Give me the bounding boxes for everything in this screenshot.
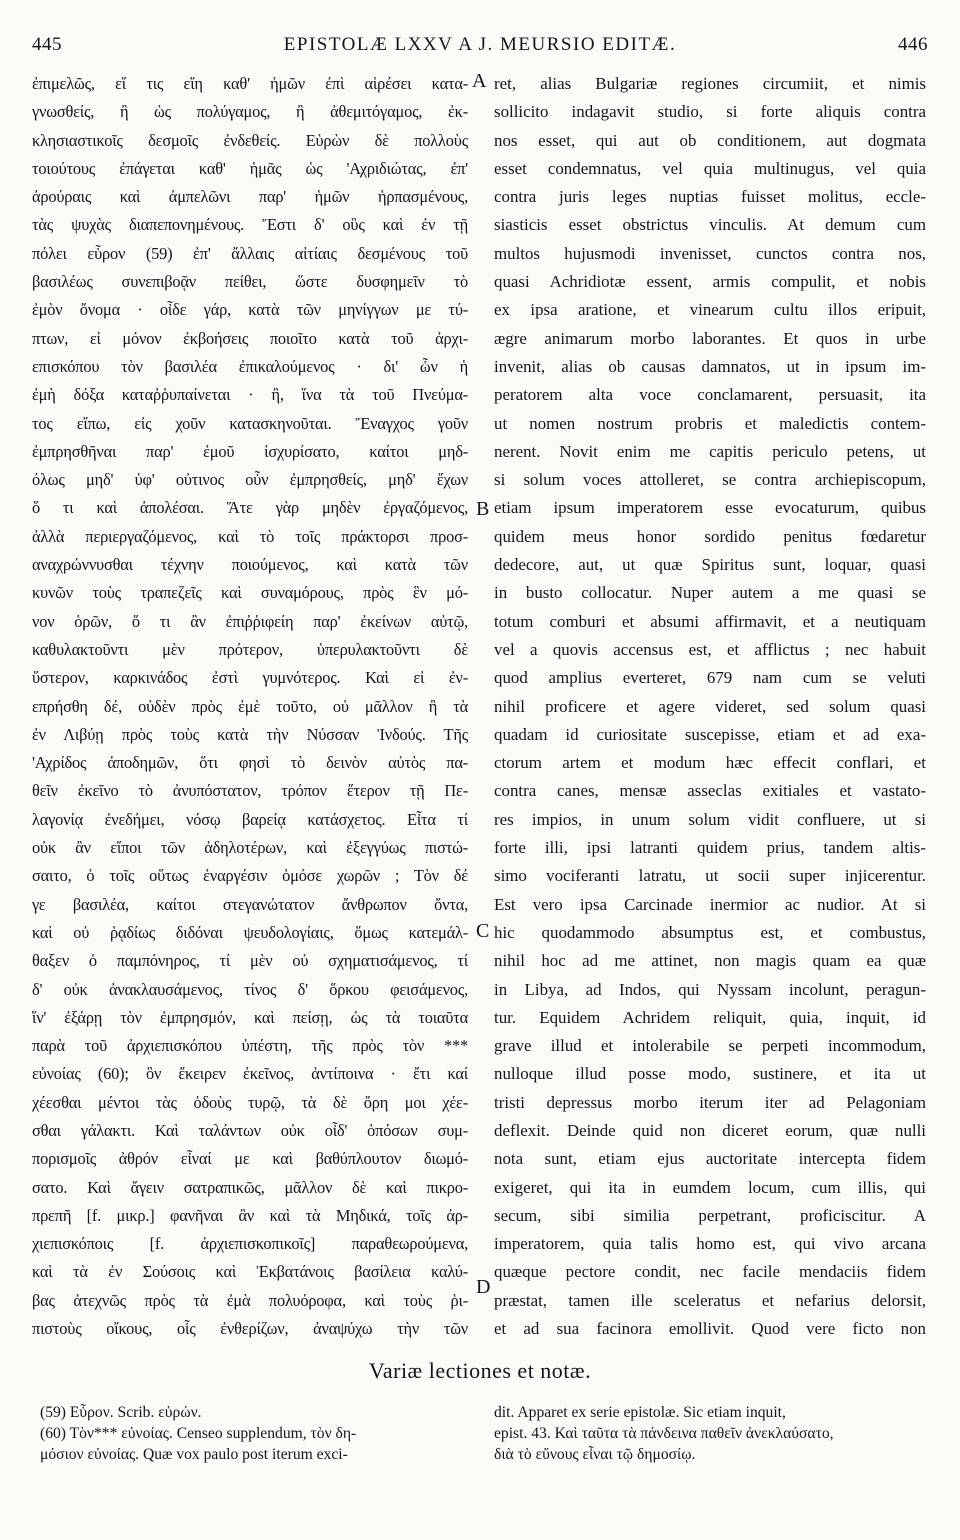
note-line: διὰ τὸ εὔνους εἶναι τῷ δημοσίῳ.	[494, 1446, 696, 1463]
greek-text-line: λαγονίᾳ ἐνεδήμει, νόσῳ βαρείᾳ κατάσχετος. Εἶτα τί	[32, 809, 468, 829]
greek-text-line: ὕστερον, καρκινάδος ἐστὶ γυμνότερος. Καὶ εἰ ἐν-	[32, 668, 468, 688]
greek-text-line: πτων, εἰ μόνον ἐκβοήσεις ποιοῖτο κατὰ τοῦ ἀρχι-	[32, 328, 468, 348]
greek-text-line: τος εἴπω, εἰς χοῦν κατασκηνοῦται. Ἔναγχος γοῦν	[32, 413, 468, 433]
latin-text-line: nos esset, qui aut ob conditionem, aut dogmata	[494, 130, 926, 150]
latin-text-line: tur. Equidem Achridem reliquit, quia, inquit, id	[494, 1007, 926, 1027]
greek-text-line: θαξεν ὁ παμπόνηρος, τί μὲν οὐ σχηματισάμενος, τί	[32, 951, 468, 971]
greek-text-line: σθαι γάλακτι. Καὶ ταλάντων οὐκ οἶδ' ὁπόσων συμ-	[32, 1120, 468, 1140]
greek-text-line: τὰς ψυχὰς διαπεπονημένους. Ἔστι δ' οὓς καὶ ἐν τῇ	[32, 215, 468, 235]
greek-text-line: ἀρούραις καὶ ἀμπελῶνι παρ' ἡμῶν ἡρπασμένους,	[32, 187, 468, 207]
greek-text-line: γνωσθείς, ἢ ὡς πολύγαμος, ἢ ἀθεμιτόγαμος, ἐκ-	[32, 102, 468, 122]
latin-text-line: in busto collocatur. Nuper autem a me quasi se	[494, 583, 926, 603]
greek-text-line: χιεπισκόποις [f. ἀρχιεπισκοπικοῖς] παραθεωρούμενα,	[32, 1234, 468, 1254]
greek-text-line: γε βασιλέα, καίτοι στεγανώτατον ἄνθρωπον ὄντα,	[32, 894, 468, 914]
latin-text-line: ctorum artem et modum hæc effecit conflari, et	[494, 753, 926, 773]
latin-text-line: grave illud et intolerabile se perpeti incommodum,	[494, 1036, 926, 1056]
latin-text-line: imperatorem, quia talis homo est, qui vivo arcana	[494, 1234, 926, 1254]
greek-text-line: ἐμὴ δόξα καταῤῥυπαίνεται · ἢ, ἵνα τὰ τοῦ Πνεύμα-	[32, 385, 468, 405]
greek-text-line: ἵν' ἐξάρῃ τὸν ἐμπρησμόν, καὶ πείσῃ, ὡς τὰ τοιαῦτα	[32, 1007, 468, 1027]
latin-column	[494, 70, 926, 1345]
latin-text-line: nihil proficere et agere videret, sed solum quasi	[494, 696, 926, 716]
greek-text-line: πιστοὺς οἴκους, οἷς ἐνθερίζων, ἀναψύχω τὴν τῶν	[32, 1319, 468, 1339]
notes-right-column	[494, 1402, 926, 1465]
latin-text-line: quæque pectore condit, nec facile mendaciis fidem	[494, 1262, 926, 1282]
greek-text-line: νον ὁρῶν, ὅ τι ἂν ἐπιῤῥιφείη παρ' ἐκείνων αὐτῷ,	[32, 611, 468, 631]
latin-text-line: in Libya, ad Indos, qui Nyssam incolunt, peragun-	[494, 979, 926, 999]
latin-text-line: ret, alias Bulgariæ regiones circumiit, et nimis	[494, 74, 926, 93]
latin-text-line: ex ipsa aratione, et vinearum cultu illos eripuit,	[494, 300, 926, 320]
latin-text-line: ut nomen nostrum probris et maledictis contem-	[494, 413, 926, 433]
greek-text-line: καὶ τὰ ἐν Σούσοις καὶ Ἐκβατάνοις βασίλεια καλύ-	[32, 1262, 468, 1282]
greek-text-line: πρεπῆ [f. μικρ.] φανῆναι ἂν καὶ τὰ Μηδικά, τοῖς ἀρ-	[32, 1205, 468, 1225]
note-line: (60) Τὸν*** εὐνοίας. Censeo supplendum, τὸν δη-	[40, 1425, 357, 1442]
latin-text-line: sollicito indagavit studio, si forte aliquis contra	[494, 102, 926, 122]
greek-text-line: πόλει εὗρον (59) ἐπ' ἄλλαις αἰτίαις δεσμένους τοῦ	[32, 243, 468, 263]
latin-text-line: si solum voces attolleret, se contra archiepiscopum,	[494, 470, 926, 490]
latin-text-line: multos hujusmodi invenisset, cunctos contra nos,	[494, 243, 926, 263]
greek-text-line: ἐμπρησθῆναι παρ' ἐμοῦ ἰσχυρίσατο, καίτοι μηδ-	[32, 441, 468, 461]
greek-text-line: πορισμοῖς ἀθρόν εἶναί με καὶ βαθύπλουτον διωμό-	[32, 1149, 468, 1169]
latin-text-line: peratorem alta voce conclamarent, persuasit, ita	[494, 385, 926, 405]
latin-text-line: simo vociferanti latratu, ut socii super injicerentur.	[494, 866, 926, 886]
greek-text-line: ἐμὸν ὄνομα · οἶδε γάρ, κατὰ τῶν μηνίγγων με τύ-	[32, 300, 468, 320]
greek-text-line: επρήσθη δέ, οὐδὲν πρὸς ἐμὲ τοῦτο, οὐ μᾶλλον ἢ τὰ	[32, 696, 468, 716]
greek-text-line: βασιλέως συνεπιβοᾷν πείθει, ὥστε δυσφημεῖν τὸ	[32, 272, 468, 292]
latin-text-line: et ad sua facinora emollivit. Quod vere ficto non	[494, 1319, 926, 1339]
section-marker-b: B	[476, 498, 490, 520]
latin-text-line: siasticis esset obstrictus vinculis. At demum cum	[494, 215, 926, 235]
section-marker-c: C	[476, 920, 490, 942]
notes-left-column	[40, 1402, 470, 1465]
greek-text-line: παρὰ τοῦ ἀρχιεπισκόπου ὑπέστη, τῆς πρὸς τὸν ***	[32, 1036, 468, 1056]
greek-text-line: οὐκ ἂν εἴποι τῶν ἀδηλοτέρων, καὶ ἐξεγγύως πιστώ-	[32, 838, 468, 858]
greek-text-line: σατο. Καὶ ἄγειν σατραπικῶς, μᾶλλον δὲ καὶ πικρο-	[32, 1177, 468, 1197]
latin-text-line: forte illi, ipsi latranti quidem prius, tandem altis-	[494, 838, 926, 858]
running-header	[32, 34, 928, 56]
note-line: μόσιον εὐνοίας. Quæ vox paulo post iterum exci-	[40, 1446, 348, 1463]
latin-text-line: etiam ipsum imperatorem esse evocaturum, quibus	[494, 498, 926, 518]
latin-text-line: hic quodammodo absumptus est, et combustus,	[494, 922, 926, 942]
greek-text-line	[32, 1343, 468, 1345]
running-title: EPISTOLÆ LXXV A J. MEURSIO EDITÆ.	[283, 34, 677, 55]
greek-text-line: χέεσθαι μέντοι τὰς ὁδοὺς τυρῷ, τὰ δὲ ὄρη μοι χέε-	[32, 1092, 468, 1112]
latin-text-line: exigeret, qui ita in eumdem locum, cum illis, qui	[494, 1177, 926, 1197]
note-line: (59) Εὗρον. Scrib. εὑρών.	[40, 1404, 202, 1421]
greek-text-line: όλως μηδ' ὑφ' οὐτινος οὖν ἐμπρησθείς, μηδ' ἔχων	[32, 470, 468, 490]
latin-text-line: quasi Achridiotæ essent, armis compulit, et nobis	[494, 272, 926, 292]
greek-text-line: 'Αχρίδος ἀποδημῶν, ὅτι φησὶ τὸ δεινὸν αὐτὸς πα-	[32, 753, 468, 773]
latin-text-line: Est vero ipsa Carcinade inermior ac nudior. At si	[494, 894, 926, 914]
note-line: dit. Apparet ex serie epistolæ. Sic etiam inquit,	[494, 1404, 786, 1421]
section-marker-d: D	[476, 1276, 491, 1298]
latin-text-line: quod amplius everteret, 679 nam cum se veluti	[494, 668, 926, 688]
latin-text-line: totum comburi et absumi affirmavit, et a neutiquam	[494, 611, 926, 631]
latin-text-line: esset condemnatus, vel quia multinugus, vel quia	[494, 158, 926, 178]
latin-text-line: dedecore, aut, ut quæ Spiritus sunt, loquar, quasi	[494, 555, 926, 575]
right-page-number: 446	[897, 34, 928, 55]
latin-text-line: tristi depressus morbo iterum iter ad Pelagoniam	[494, 1092, 926, 1112]
latin-text-line: ægre animarum morbo laborantes. Et quos in urbe	[494, 328, 926, 348]
latin-text-line: contra juris leges nuptias fuisset molitus, eccle-	[494, 187, 926, 207]
greek-text-line: ὅ τι καὶ ἀπολέσαι. Ἅτε γὰρ μηδὲν ἐργαζόμενος,	[32, 498, 468, 518]
latin-text-line: nerent. Novit enim me capitis periculo petens, ut	[494, 441, 926, 461]
greek-text-line: ἐπιμελῶς, εἴ τις εἴη καθ' ἡμῶν ἐπὶ αἱρέσει κατα-	[32, 74, 468, 93]
greek-text-line: εὐνοίας (60); ὃν ἔκειρεν ἐκεῖνος, ἀντίποινα · ἔτι καί	[32, 1064, 468, 1084]
latin-text-line: nota sunt, etiam ejus auctoritate intercepta fidem	[494, 1149, 926, 1169]
greek-text-line: κυνῶν τοὺς τραπεζεῖς καὶ συναμόρους, πρὸς ἓν μό-	[32, 583, 468, 603]
greek-text-line: ἀλλὰ περιεργαζόμενος, καὶ τὸ τοῖς πράκτορσι προσ-	[32, 526, 468, 546]
greek-text-line: ἐν Λιβύῃ πρὸς τοὺς κατὰ τὴν Νύσσαν Ἰνδούς. Τῆς	[32, 724, 468, 744]
greek-text-line: καθυλακτοῦντι μὲν πρότερον, ὑπερυλακτοῦντι δὲ	[32, 639, 468, 659]
greek-text-line: δ' οὐκ ἀνακλαυσάμενος, τίνος δ' ὅρκου φεισάμενος,	[32, 979, 468, 999]
left-page-number: 445	[32, 34, 62, 55]
latin-text-line: contra canes, mensæ asseclas exitiales et vastato-	[494, 781, 926, 801]
latin-text-line: res impios, in unum solum vidit confluere, ut si	[494, 809, 926, 829]
latin-text-line: vel a quovis accensus est, et afflictus ; nec habuit	[494, 639, 926, 659]
greek-text-line: αναχρώννυσθαι τέχνην ποιούμενος, καὶ κατὰ τῶν	[32, 555, 468, 575]
greek-column	[32, 70, 468, 1345]
greek-text-line: κλησιαστικοῖς δεσμοῖς ἐνδεθείς. Εὑρὼν δὲ πολλοὺς	[32, 130, 468, 150]
latin-text-line: nulloque illud posse modo, sustinere, et ita ut	[494, 1064, 926, 1084]
latin-text-line: præstat, tamen ille sceleratus et nefarius delorsit,	[494, 1290, 926, 1310]
greek-text-line: επισκόπου τὸν βασιλέα ἐπικαλούμενος · δι' ὧν ἡ	[32, 356, 468, 376]
greek-text-line: βας ἀτεχνῶς πρὸς τὰ ἐμὰ πολυόροφα, καὶ τοὺς ῥι-	[32, 1290, 468, 1310]
note-line: epist. 43. Καὶ ταῦτα τὰ πάνδεινα παθεῖν ἀνεκλαύσατο,	[494, 1425, 834, 1442]
section-marker-a: A	[472, 70, 487, 92]
latin-text-line: invenit, alias ob causas damnatos, ut in ipsum im-	[494, 356, 926, 376]
latin-text-line: secum, sibi similia perpetrant, proficiscitur. A	[494, 1205, 926, 1225]
notes-heading: Variæ lectiones et notæ.	[368, 1358, 592, 1383]
greek-text-line: τοιούτους ἐπάγεται καθ' ἡμᾶς ὡς 'Αχριδιώτας, ἐπ'	[32, 158, 468, 178]
greek-text-line: σαιτο, ὁ τοῖς οὕτως ἐναργέσιν ὁμόσε χωρῶν ; Τὸν δέ	[32, 866, 468, 886]
latin-text-line: deflexit. Deinde quid non diceret eorum, quæ nulli	[494, 1120, 926, 1140]
latin-text-line: quidem meus honor sordido penitus fœdaretur	[494, 526, 926, 546]
latin-text-line	[494, 1343, 926, 1345]
latin-text-line: quadam id curiositate suscepisse, etiam et ad exa-	[494, 724, 926, 744]
greek-text-line: θεῖν ἐκεῖνο τὸ ἀνυπόστατον, τρόπον ἕτερον τῇ Πε-	[32, 781, 468, 801]
greek-text-line: καὶ οὐ ῥᾳδίως διδόναι ψευδολογίαις, ὅμως κατεμάλ-	[32, 922, 468, 942]
latin-text-line: nihil hoc ad me attinet, non magis quam ea quæ	[494, 951, 926, 971]
